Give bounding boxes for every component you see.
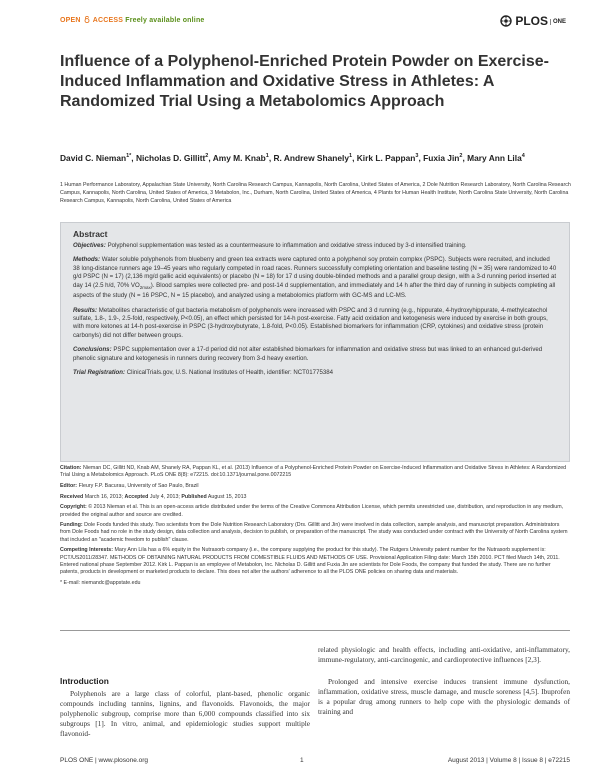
abstract-conclusions: Conclusions: PSPC supplementation over a 17-d period did not alter established biomarkers for inflammation and oxidative stress but was linked to an enhanced gut-derived phenolic signature and ketogenesis in runners during recovery from 3-d heavy exertion. (73, 346, 543, 362)
author[interactable]: R. Andrew Shanely$^1$ (273, 152, 353, 163)
divider (60, 630, 570, 631)
open-label: OPEN (60, 17, 81, 24)
access-label: ACCESS (92, 17, 124, 24)
dates: Received March 16, 2013; Accepted July 4, 2013; Published August 15, 2013 (60, 493, 247, 500)
article-title: Influence of a Polyphenol-Enriched Protein Powder on Exercise-Induced Inflammation and Oxidative Stress in Athletes: A Randomized Trial Using a Metabolomics Approach (60, 53, 549, 110)
intro-paragraph-1: Polyphenols are a large class of colorful, plant-based, phenolic organic compounds including tannins, lignins, and flavonoids. Flavonoids, the major polyphenolic subgroup, comprise more than 6,000 compounds classified into six subgroups [1]. In vitro, animal, and epidemiologic studies support multiple flavonoid- (60, 689, 310, 738)
abstract-results: Results: Metabolites characteristic of gut bacteria metabolism of polyphenols were increased with PSPC and 3 d running (e.g., hippurate, 4-hydroxyhippurate, 4-methylcatechol sulfate, 1.8-, 1.9-, 2.5-fold, respectively, P<0.05), an effect which persisted for 14-h post-exercise. Fatty acid oxidation and ketogenesis were induced by exercise in both groups, with more ketones at 14-h post-exercise in PSPC (3-hydroxybutyrate, 1.8-fold, P<0.05). Established biomarkers for inflammation (CRP, cytokines) and oxidative stress (protein carbonyls) did not differ between groups. (73, 306, 548, 339)
author-list: David C. Nieman$^{1*}$, Nicholas D. Gillitt$^2$, Amy M. Knab$^1$, R. Andrew Shanely$^1$, Kirk L. Pappan$^3$, Fuxia Jin$^2$, Mary Ann Lila$^4$ (60, 152, 525, 163)
open-access-badge (60, 16, 205, 24)
article-metadata (60, 465, 570, 590)
competing-interests: Competing Interests: Mary Ann Lila has a 6% equity in the Nutrasorb company (i.e., the company supplying the product for this study). The Rutgers University patent number for the Nutrasorb supplement is: PCT/US2011/28347. METHODS OF OBTAINING NATURAL PRODUCTS FROM COMESTIBLE FLUIDS AND METHODS OF USE. Provisional Application Filing date: March 15th 2010. PCT filed March 14th, 2011. Entered national phase September 2012. Kirk L. Pappan is an employee of Metabolon, Inc. Nicholas D. Gillitt and Fuxia Jin are scientists for Dole Foods, the company that funded the study. There are no further patents, products in development or marketed products to declare. This does not alter the authors' adherence to all the PLOS ONE policies on sharing data and materials. (60, 547, 560, 575)
open-access-lock-icon (84, 16, 90, 23)
freely-available-label: Freely available online (125, 17, 205, 24)
abstract-heading: Abstract (73, 229, 108, 239)
plos-one-logo (500, 14, 566, 28)
page-number: 1 (300, 757, 304, 764)
affiliations: 1 Human Performance Laboratory, Appalachian State University, North Carolina Research Campus, Kannapolis, North Carolina, United States of America, 2 Dole Nutrition Research Laboratory, North Carolina Research Campus, Kannapolis, North Carolina, United States of America, 3 Metabolon, Inc., Durham, North Carolina, United States of America, 4 Plants for Human Health Institute, North Carolina State University, North Carolina Research Campus, Kannapolis, North Carolina, United States of America (60, 182, 571, 204)
journal-website[interactable]: PLOS ONE | www.plosone.org (60, 757, 149, 764)
one-wordmark: ONE (550, 19, 566, 25)
funding: Funding: Dole Foods funded this study. Two scientists from the Dole Nutrition Research Laboratory (Drs. Gillitt and Jin) were involved in data collection, sample analysis, and manuscript preparation. Administrators from Dole Foods had no role in the study design, data collection and analysis, decision to publish, or preparation of the manuscript. The study was conducted under contract with the University of North Carolina system that included an "academic freedom to publish" clause. (60, 522, 568, 543)
author[interactable]: Amy M. Knab$^1$ (212, 152, 269, 163)
corresponding-email[interactable]: * E-mail: niemandc@appstate.edu (60, 579, 141, 586)
abstract-trial-registration: Trial Registration: ClinicalTrials.gov, U.S. National Institutes of Health, identifier: NCT01775384 (73, 369, 334, 377)
abstract-objectives: Objectives: Polyphenol supplementation was tested as a countermeasure to inflammation and oxidative stress induced by 3-d intensified training. (73, 242, 467, 249)
abstract-methods: Methods: Water soluble polyphenols from blueberry and green tea extracts were captured onto a polyphenol soy protein complex (PSPC). Subjects were recruited, and included 38 long-distance runners age 19–45 years who regularly competed in road races. Runners successfully completing orientation and baseline testing (N = 35) were randomized to 40 g/d PSPC (N = 17) (2,136 mg/d gallic acid equivalents) or placebo (N = 18) for 17 d using double-blinded methods and a parallel group design, with a 3-d running period inserted at day 14 (2.5 h/d, 70% $VO_{2max}$). Blood samples were collected pre- and post-14 d supplementation, and immediately and 14 h after the third day of running in subjects completing all aspects of the study (N = 16 PSPC, N = 15 placebo), and analyzed using a metabolomics platform with GC-MS and LC-MS. (73, 256, 557, 300)
page-header (60, 16, 566, 46)
plos-wordmark: PLOS (515, 14, 548, 28)
citation: Citation: Nieman DC, Gillitt ND, Knab AM, Shanely RA, Pappan KL, et al. (2013) Influence of a Polyphenol-Enriched Protein Powder on Exercise-Induced Inflammation and Oxidative Stress in Athletes: A Randomized Trial Using a Metabolomics Approach. PLoS ONE 8(8): e72215. doi:10.1371/journal.pone.0072215 (60, 465, 567, 479)
editor: Editor: Fleury F.P. Bacurau, University of Sao Paulo, Brazil (60, 482, 199, 489)
intro-paragraph-2: Prolonged and intensive exercise induces transient immune dysfunction, inflammation, oxidative stress, muscle damage, and muscle soreness [4,5]. Ibuprofen is a popular drug among runners to help cope with the physiologic demands of training and (318, 677, 570, 716)
abstract-box (60, 222, 570, 462)
introduction-heading: Introduction (60, 676, 109, 686)
author[interactable]: Mary Ann Lila$^4$ (467, 152, 525, 163)
author[interactable]: Fuxia Jin$^2$ (423, 152, 463, 163)
issue-info: August 2013 | Volume 8 | Issue 8 | e72215 (447, 757, 570, 764)
intro-paragraph-continued: related physiologic and health effects, including anti-oxidative, anti-inflammatory, immune-regulatory, anti-carcinogenic, and cardioprotective influences [2,3]. (318, 645, 570, 664)
author[interactable]: David C. Nieman$^{1*}$ (60, 152, 132, 163)
plos-logo-icon (500, 15, 512, 27)
copyright: Copyright: © 2013 Nieman et al. This is an open-access article distributed under the terms of the Creative Commons Attribution License, which permits unrestricted use, distribution, and reproduction in any medium, provided the original author and source are credited. (60, 504, 564, 518)
author[interactable]: Nicholas D. Gillitt$^2$ (135, 152, 209, 163)
trial-registration-link[interactable]: ClinicalTrials.gov, U.S. National Institutes of Health, identifier: NCT01775384 (126, 369, 334, 377)
author[interactable]: Kirk L. Pappan$^3$ (356, 152, 419, 163)
